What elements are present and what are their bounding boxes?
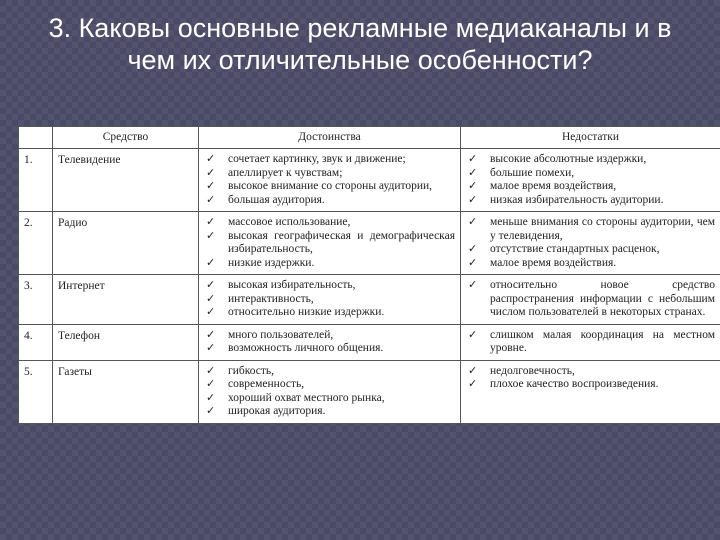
table-row	[19, 212, 720, 275]
row-number: 5.	[19, 360, 53, 423]
check-icon: ✓	[206, 341, 216, 354]
disadvantage-item-text: малое время воздействия,	[490, 180, 617, 192]
advantage-item-text: интерактивность,	[228, 292, 314, 305]
table-header-row	[19, 127, 720, 149]
disadvantage-item	[466, 243, 715, 257]
advantage-item-text: высокое внимание со стороны аудитории,	[228, 180, 433, 192]
table-row	[19, 149, 720, 212]
header-advantages: Достоинства	[199, 127, 461, 149]
media-channels-table-container	[18, 126, 720, 424]
disadvantage-item	[466, 167, 715, 181]
disadvantage-item-text: относительно новое средство распространения информации с небольшим числом пользователей в некоторых странах.	[490, 279, 715, 318]
advantage-item-text: массовое использование,	[228, 216, 351, 228]
advantage-item-text: относительно низкие издержки.	[228, 306, 385, 318]
disadvantage-item	[466, 279, 715, 320]
advantages-cell-list	[204, 216, 455, 270]
check-icon: ✓	[468, 255, 478, 269]
disadvantage-item-text: плохое качество воспроизведения.	[490, 378, 659, 390]
check-icon: ✓	[206, 179, 216, 192]
slide-title: 3. Каковы основные рекламные медиаканалы и в чем их отличительные особенности?	[48, 13, 672, 75]
disadvantages-cell	[461, 275, 720, 325]
advantage-item-text: большая аудитория.	[228, 193, 325, 206]
disadvantage-item-text: отсутствие стандартных расценок,	[490, 243, 660, 255]
advantage-item-text: гибкость,	[228, 364, 275, 377]
advantage-item	[204, 230, 455, 257]
advantage-item	[204, 293, 455, 307]
disadvantage-item-text: слишком малая координация на местном уровне.	[490, 328, 715, 354]
media-name: Интернет	[53, 275, 199, 325]
disadvantages-cell	[461, 212, 720, 275]
disadvantages-cell-list	[466, 279, 715, 320]
check-icon: ✓	[468, 192, 478, 206]
row-number: 3.	[19, 275, 53, 325]
disadvantages-cell	[461, 360, 720, 423]
disadvantages-cell	[461, 149, 720, 212]
table-row	[19, 324, 720, 360]
check-icon: ✓	[206, 165, 216, 179]
disadvantage-item	[466, 194, 715, 208]
advantages-cell-list	[204, 365, 455, 419]
table-row	[19, 360, 720, 423]
advantage-item	[204, 153, 455, 167]
media-name: Телевидение	[53, 149, 199, 212]
check-icon: ✓	[206, 192, 216, 206]
row-number: 2.	[19, 212, 53, 275]
advantage-item	[204, 257, 455, 271]
check-icon: ✓	[206, 327, 216, 341]
row-number: 4.	[19, 324, 53, 360]
header-medium: Средство	[53, 127, 199, 149]
check-icon: ✓	[468, 363, 478, 377]
header-number	[19, 127, 53, 149]
media-name: Радио	[53, 212, 199, 275]
disadvantage-item	[466, 153, 715, 167]
check-icon: ✓	[468, 165, 478, 179]
advantage-item-text: низкие издержки.	[228, 256, 315, 269]
advantage-item	[204, 216, 455, 230]
check-icon: ✓	[206, 363, 216, 377]
advantage-item-text: возможность личного общения.	[228, 342, 384, 354]
advantage-item	[204, 167, 455, 181]
check-icon: ✓	[206, 255, 216, 269]
advantage-item-text: высокая избирательность,	[228, 279, 356, 291]
advantage-item-text: широкая аудитория.	[228, 405, 326, 417]
advantage-item	[204, 329, 455, 343]
table-row	[19, 275, 720, 325]
check-icon: ✓	[468, 152, 478, 165]
disadvantages-cell-list	[466, 365, 715, 392]
disadvantage-item	[466, 329, 715, 356]
check-icon: ✓	[206, 278, 216, 291]
advantage-item	[204, 365, 455, 379]
advantages-cell	[199, 212, 461, 275]
advantages-cell	[199, 360, 461, 423]
advantage-item-text: сочетает картинку, звук и движение;	[228, 153, 406, 165]
advantages-cell-list	[204, 329, 455, 356]
header-disadvantages: Недостатки	[461, 127, 720, 149]
advantages-cell	[199, 275, 461, 325]
check-icon: ✓	[206, 390, 216, 404]
check-icon: ✓	[206, 228, 216, 242]
advantage-item-text: высокая географическая и демографическая избирательность,	[228, 229, 455, 255]
disadvantage-item	[466, 378, 715, 392]
disadvantage-item	[466, 365, 715, 379]
advantages-cell-list	[204, 279, 455, 320]
advantage-item	[204, 378, 455, 392]
check-icon: ✓	[206, 215, 216, 228]
advantages-cell	[199, 149, 461, 212]
disadvantages-cell	[461, 324, 720, 360]
disadvantage-item	[466, 180, 715, 194]
advantage-item	[204, 405, 455, 419]
check-icon: ✓	[206, 404, 216, 417]
check-icon: ✓	[468, 278, 478, 291]
check-icon: ✓	[468, 242, 478, 255]
check-icon: ✓	[206, 152, 216, 165]
advantage-item	[204, 342, 455, 356]
media-name: Телефон	[53, 324, 199, 360]
check-icon: ✓	[206, 377, 216, 390]
advantage-item	[204, 194, 455, 208]
advantage-item-text: хороший охват местного рынка,	[228, 391, 385, 404]
disadvantages-cell-list	[466, 153, 715, 207]
advantage-item	[204, 180, 455, 194]
advantages-cell	[199, 324, 461, 360]
disadvantage-item	[466, 216, 715, 243]
disadvantage-item-text: меньше внимания со стороны аудитории, чем у телевидения,	[490, 216, 715, 242]
disadvantage-item-text: высокие абсолютные издержки,	[490, 153, 647, 165]
media-channels-table	[18, 126, 720, 424]
advantage-item-text: много пользователей,	[228, 328, 334, 341]
disadvantage-item	[466, 257, 715, 271]
advantages-cell-list	[204, 153, 455, 207]
disadvantage-item-text: большие помехи,	[490, 166, 575, 179]
advantage-item-text: современность,	[228, 378, 305, 390]
disadvantages-cell-list	[466, 329, 715, 356]
disadvantage-item-text: недолговечность,	[490, 364, 575, 377]
advantage-item	[204, 279, 455, 293]
disadvantage-item-text: низкая избирательность аудитории.	[490, 193, 664, 206]
check-icon: ✓	[468, 327, 478, 341]
media-name: Газеты	[53, 360, 199, 423]
disadvantage-item-text: малое время воздействия.	[490, 256, 617, 269]
check-icon: ✓	[206, 305, 216, 318]
check-icon: ✓	[468, 215, 478, 228]
disadvantages-cell-list	[466, 216, 715, 270]
check-icon: ✓	[468, 377, 478, 390]
advantage-item-text: апеллирует к чувствам;	[228, 166, 343, 179]
check-icon: ✓	[468, 179, 478, 192]
advantage-item	[204, 392, 455, 406]
row-number: 1.	[19, 149, 53, 212]
check-icon: ✓	[206, 291, 216, 305]
advantage-item	[204, 306, 455, 320]
